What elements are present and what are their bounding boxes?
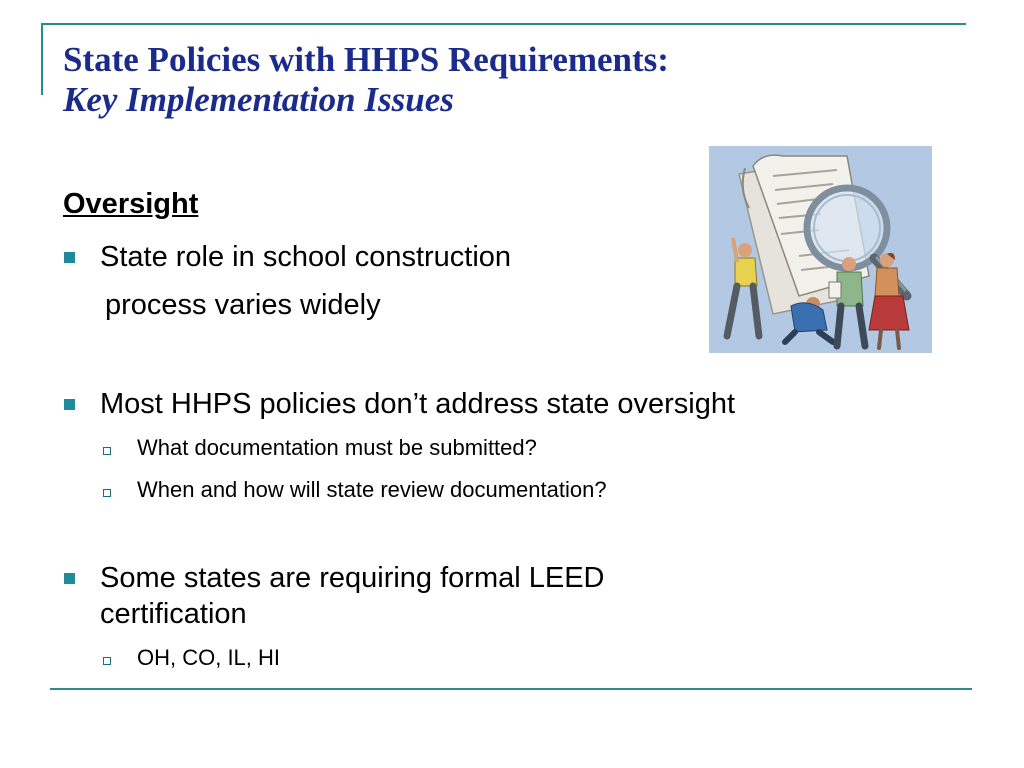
- bullet-3-text: Some states are requiring formal LEED: [100, 562, 605, 594]
- subbullet-text: When and how will state review documentation?: [137, 477, 607, 502]
- bullet-marker-1: [64, 252, 75, 263]
- subbullet-marker: [103, 657, 111, 665]
- title-line-2: Key Implementation Issues: [63, 80, 454, 119]
- subbullet-marker: [103, 447, 111, 455]
- bullet-marker-3: [64, 573, 75, 584]
- subbullet-marker: [103, 489, 111, 497]
- section-heading: Oversight: [63, 188, 199, 220]
- left-rule: [41, 23, 43, 95]
- bullet-3-continuation: certification: [100, 598, 247, 630]
- subbullet-text: What documentation must be submitted?: [137, 435, 537, 460]
- bullet-1-continuation: process varies widely: [105, 289, 381, 321]
- slide-title: [63, 40, 669, 120]
- bottom-rule: [50, 688, 972, 690]
- top-rule: [42, 23, 966, 25]
- bullet-2-text: Most HHPS policies don’t address state oversight: [100, 388, 736, 420]
- title-line-1: State Policies with HHPS Requirements:: [63, 40, 669, 79]
- bullet-marker-2: [64, 399, 75, 410]
- magnifying-glass-document-icon: [709, 146, 932, 353]
- subbullet-text: OH, CO, IL, HI: [137, 645, 281, 670]
- bullet-1-text: State role in school construction: [100, 241, 512, 273]
